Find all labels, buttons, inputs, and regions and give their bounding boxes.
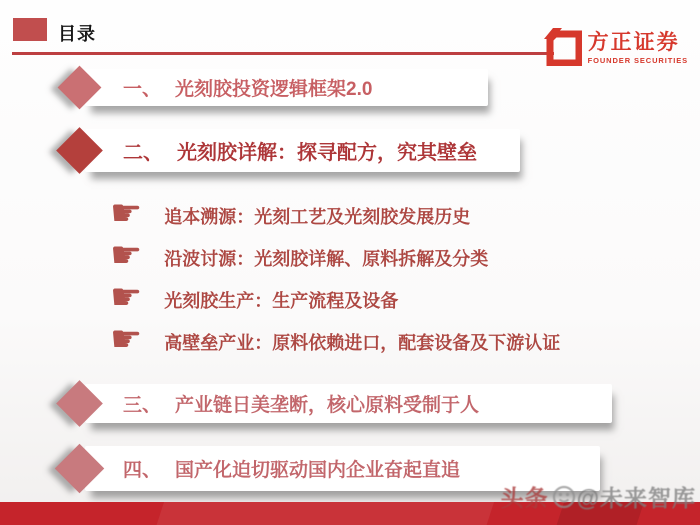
toc-subitem-1 — [110, 193, 471, 235]
watermark — [501, 480, 696, 513]
toc-subitem-2 — [110, 235, 489, 277]
pointing-finger-icon: ☛ — [110, 277, 143, 318]
founder-securities-logo — [542, 26, 688, 66]
toc-subitem-3 — [110, 277, 399, 319]
toc-item-2-index: 二、 — [123, 142, 163, 164]
watermark-suffix: @未来智库 — [576, 485, 696, 511]
toc-subitem-4 — [110, 319, 561, 361]
pointing-finger-icon: ☛ — [110, 193, 143, 234]
title-accent-square — [13, 18, 47, 41]
diamond-bullet-icon — [58, 66, 102, 110]
header-divider — [12, 52, 554, 55]
smiley-logo-icon — [552, 485, 576, 509]
toc-item-2-label: 光刻胶详解：探寻配方，究其壁垒 — [177, 142, 477, 164]
toc-item-3-index: 三、 — [123, 395, 162, 416]
pointing-finger-icon: ☛ — [110, 319, 143, 360]
founder-cube-icon — [542, 26, 582, 66]
toc-item-2 — [85, 129, 520, 172]
page-title: 目录 — [58, 24, 96, 44]
logo-name-cn: 方正证券 — [587, 31, 680, 54]
logo-name-en: FOUNDER SECURITIES — [587, 56, 688, 65]
diamond-bullet-icon — [55, 444, 104, 493]
toc-item-1-index: 一、 — [123, 79, 162, 100]
watermark-prefix: 头条 — [500, 485, 549, 511]
toc-item-1-label: 光刻胶投资逻辑框架2.0 — [175, 79, 373, 100]
toc-item-1 — [85, 69, 488, 106]
toc-subitem-2-label: 沿波讨源：光刻胶详解、原料拆解及分类 — [164, 249, 489, 269]
pointing-finger-icon: ☛ — [110, 235, 143, 276]
diamond-bullet-icon — [56, 380, 103, 427]
toc-subitem-1-label: 追本溯源：光刻工艺及光刻胶发展历史 — [164, 207, 471, 227]
toc-subitem-3-label: 光刻胶生产：生产流程及设备 — [164, 291, 399, 311]
toc-item-3 — [85, 384, 612, 423]
toc-item-3-label: 产业链日美垄断，核心原料受制于人 — [175, 395, 480, 416]
bar-light-segment — [154, 502, 495, 525]
toc-item-4-label: 国产化迫切驱动国内企业奋起直追 — [175, 460, 461, 481]
toc-item-4-index: 四、 — [123, 460, 162, 481]
diamond-bullet-icon — [56, 127, 103, 174]
toc-subitem-4-label: 高壁垒产业：原料依赖进口，配套设备及下游认证 — [164, 333, 561, 353]
